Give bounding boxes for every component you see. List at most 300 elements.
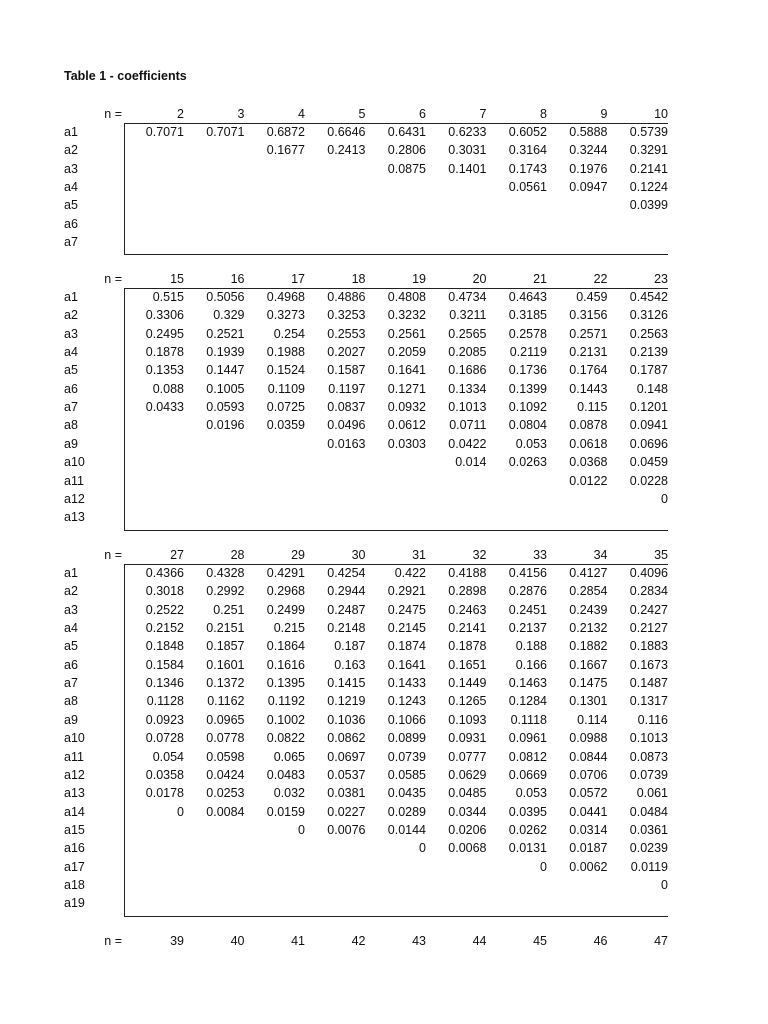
coefficient-cell: 0.1093 [448,712,487,727]
row-label-a5: a5 [64,639,78,654]
coefficient-cell: 0.2521 [206,326,245,341]
coefficient-cell: 0.1128 [146,694,184,709]
coefficient-cell: 0.0941 [629,418,668,433]
coefficient-cell: 0.187 [334,639,366,654]
coefficient-cell: 0.0228 [629,473,668,488]
coefficient-cell: 0.0359 [266,418,305,433]
coefficient-cell: 0.1219 [327,694,366,709]
coefficient-cell: 0.1857 [206,639,245,654]
n-label: n = [104,107,122,121]
coefficient-cell: 0.1346 [145,676,184,691]
row-label-a5: a5 [64,363,78,378]
coefficient-cell: 0.2834 [629,584,668,599]
n-header-29: 29 [291,548,305,562]
coefficient-cell: 0.2141 [629,161,668,176]
coefficient-cell: 0.2563 [629,326,668,341]
coefficient-cell: 0.0262 [508,822,547,837]
coefficient-cell: 0 [419,841,426,856]
n-header-33: 33 [533,548,547,562]
coefficient-cell: 0.2806 [387,143,426,158]
coefficient-cell: 0.0947 [569,180,608,195]
coefficient-cell: 0.1487 [629,676,668,691]
coefficient-cell: 0.0485 [448,786,487,801]
row-label-a13: a13 [64,786,85,801]
coefficient-cell: 0.2968 [266,584,305,599]
coefficient-cell: 0.3126 [629,308,668,323]
coefficient-cell: 0.0778 [206,731,245,746]
coefficient-cell: 0.0739 [629,767,668,782]
row-label-a6: a6 [64,657,78,672]
coefficient-cell: 0.054 [152,749,184,764]
coefficient-cell: 0.0932 [387,400,426,415]
coefficient-cell: 0.115 [577,400,608,415]
row-label-a4: a4 [64,345,78,360]
coefficient-cell: 0.061 [636,786,668,801]
coefficient-cell: 0.1265 [448,694,487,709]
coefficient-cell: 0.1395 [266,676,305,691]
row-label-a7: a7 [64,235,78,250]
n-header-47: 47 [654,934,668,948]
coefficient-cell: 0.1109 [267,381,305,396]
coefficient-cell: 0.0484 [629,804,668,819]
n-header-21: 21 [533,272,547,286]
coefficient-cell: 0.2141 [448,621,487,636]
n-header-20: 20 [472,272,487,286]
row-label-a9: a9 [64,436,78,451]
coefficient-cell: 0.2565 [448,326,487,341]
coefficient-cell: 0.0459 [629,455,668,470]
coefficient-cell: 0.148 [636,381,668,396]
coefficient-cell: 0.1743 [508,161,547,176]
n-header-32: 32 [472,548,487,562]
coefficient-cell: 0.2152 [145,621,184,636]
coefficient-cell: 0.1475 [569,676,608,691]
coefficient-cell: 0.0424 [206,767,245,782]
coefficient-cell: 0.2145 [387,621,426,636]
n-header-7: 7 [479,107,487,121]
coefficient-cell: 0.1641 [387,363,426,378]
coefficient-cell: 0.0206 [448,822,487,837]
coefficient-cell: 0.1197 [328,381,366,396]
row-label-a10: a10 [64,455,85,470]
coefficient-cell: 0.0873 [629,749,668,764]
coefficient-cell: 0.0068 [448,841,487,856]
coefficient-cell: 0.4156 [508,566,547,580]
n-header-4: 4 [298,107,305,121]
coefficient-cell: 0.3018 [145,584,184,599]
coefficient-cell: 0.0739 [387,749,426,764]
coefficient-cell: 0.3253 [327,308,366,323]
n-header-9: 9 [600,107,608,121]
coefficient-cell: 0.088 [152,381,184,396]
coefficient-cell: 0.0961 [508,731,547,746]
row-label-a7: a7 [64,400,78,415]
coefficient-cell: 0.2139 [629,345,668,360]
coefficient-cell: 0.0697 [327,749,366,764]
coefficient-cell: 0.3185 [508,308,547,323]
coefficient-cell: 0.0706 [569,767,608,782]
coefficient-cell: 0.0988 [569,731,608,746]
coefficient-cell: 0.422 [394,566,426,580]
coefficient-cell: 0.0253 [206,786,245,801]
coefficient-cell: 0.1372 [206,676,245,691]
n-header-18: 18 [351,272,366,286]
n-header-3: 3 [237,107,245,121]
coefficient-cell: 0.3164 [508,143,547,158]
coefficient-cell: 0.0572 [569,786,608,801]
coefficient-cell: 0.1192 [267,694,305,709]
coefficient-cell: 0.0178 [145,786,184,801]
row-label-a19: a19 [64,896,85,911]
coefficient-cell: 0.1787 [629,363,668,378]
row-label-a8: a8 [64,694,78,709]
coefficient-cell: 0.2085 [448,345,487,360]
coefficient-cell: 0.0669 [508,767,547,782]
row-label-a5: a5 [64,198,78,213]
coefficient-cell: 0.0496 [327,418,366,433]
coefficient-cell: 0.2854 [569,584,608,599]
coefficient-cell: 0.065 [273,749,305,764]
row-label-a16: a16 [64,841,85,856]
coefficient-cell: 0.0263 [508,455,547,470]
coefficient-cell: 0.2876 [508,584,547,599]
coefficient-cell: 0 [177,804,184,819]
n-header-34: 34 [593,548,608,562]
coefficient-cell: 0.0131 [508,841,547,856]
coefficient-cell: 0.0303 [387,436,426,451]
coefficient-cell: 0.1443 [569,381,608,396]
coefficient-cell: 0.0433 [145,400,184,415]
n-header-44: 44 [472,934,487,948]
coefficient-cell: 0 [298,822,305,837]
row-label-a8: a8 [64,418,78,433]
coefficient-cell: 0.1939 [206,345,245,360]
n-header-43: 43 [412,934,426,948]
coefficient-cell: 0.4808 [387,290,426,304]
coefficient-cell: 0.4127 [569,566,608,580]
coefficient-cell: 0.6646 [327,125,366,139]
n-header-45: 45 [533,934,547,948]
row-label-a17: a17 [64,859,85,874]
row-label-a1: a1 [64,566,78,580]
coefficient-cell: 0.0395 [508,804,547,819]
coefficient-cell: 0.0344 [448,804,487,819]
n-header-8: 8 [540,107,547,121]
coefficient-cell: 0 [661,877,668,892]
coefficient-cell: 0.0483 [266,767,305,782]
coefficient-cell: 0.0837 [327,400,366,415]
coefficient-cell: 0.0314 [569,822,608,837]
coefficient-cell: 0.163 [334,657,366,672]
coefficient-cell: 0.1036 [327,712,366,727]
n-header-42: 42 [351,934,366,948]
coefficient-cell: 0.0561 [508,180,547,195]
row-label-a7: a7 [64,676,78,691]
coefficient-cell: 0.3306 [145,308,184,323]
coefficient-cell: 0.2475 [387,602,426,617]
coefficient-cell: 0.0899 [387,731,426,746]
coefficient-cell: 0.0618 [569,436,608,451]
coefficient-cell: 0.2944 [327,584,366,599]
n-label: n = [104,934,122,948]
coefficient-cell: 0.0435 [387,786,426,801]
row-label-a1: a1 [64,290,78,304]
coefficient-cell: 0.4096 [629,566,668,580]
coefficient-cell: 0.1764 [569,363,608,378]
n-header-31: 31 [412,548,426,562]
coefficient-cell: 0.1334 [448,381,487,396]
coefficient-cell: 0.2148 [327,621,366,636]
coefficient-cell: 0.2027 [327,345,366,360]
coefficient-cell: 0.0144 [387,822,426,837]
coefficient-cell: 0.0629 [448,767,487,782]
coefficient-cell: 0.1449 [448,676,487,691]
coefficient-cell: 0.053 [515,786,547,801]
coefficient-cell: 0.1651 [448,657,487,672]
row-label-a6: a6 [64,216,78,231]
coefficient-cell: 0.2427 [629,602,668,617]
coefficient-cell: 0.4188 [448,566,487,580]
coefficient-cell: 0.0965 [206,712,245,727]
coefficient-cell: 0.2059 [387,345,426,360]
coefficient-cell: 0.2439 [569,602,608,617]
coefficient-cell: 0.3156 [569,308,608,323]
row-label-a4: a4 [64,180,78,195]
coefficient-cell: 0 [540,859,547,874]
coefficient-cell: 0 [661,491,668,506]
coefficient-cell: 0.5056 [206,290,245,304]
coefficient-cell: 0.1005 [206,381,245,396]
row-label-a3: a3 [64,326,78,341]
row-label-a9: a9 [64,712,78,727]
coefficient-cell: 0.0441 [569,804,608,819]
coefficient-cell: 0.1882 [569,639,608,654]
coefficient-cell: 0.2463 [448,602,487,617]
coefficient-cell: 0.0844 [569,749,608,764]
coefficient-cell: 0.0381 [327,786,366,801]
coefficient-cell: 0.0923 [145,712,184,727]
coefficient-cell: 0.215 [273,621,305,636]
coefficient-cell: 0.1864 [266,639,305,654]
coefficient-cell: 0.0585 [387,767,426,782]
n-header-27: 27 [170,548,184,562]
row-label-a2: a2 [64,143,78,158]
coefficient-cell: 0.3031 [448,143,487,158]
table-title: Table 1 - coefficients [64,69,187,83]
coefficient-cell: 0.0711 [449,418,487,433]
n-header-17: 17 [291,272,305,286]
coefficient-cell: 0.1587 [327,363,366,378]
coefficient-cell: 0.2119 [509,345,547,360]
row-label-a10: a10 [64,731,85,746]
row-label-a4: a4 [64,621,78,636]
row-label-a15: a15 [64,822,85,837]
coefficient-cell: 0.2578 [508,326,547,341]
coefficient-cell: 0.166 [515,657,547,672]
coefficient-cell: 0.6052 [508,125,547,139]
coefficient-cell: 0.0422 [448,436,487,451]
n-header-41: 41 [291,934,305,948]
coefficient-cell: 0.5888 [569,125,608,139]
coefficient-cell: 0.1641 [387,657,426,672]
coefficient-cell: 0.1353 [145,363,184,378]
coefficient-cell: 0.0878 [569,418,608,433]
coefficient-cell: 0.1447 [206,363,245,378]
coefficient-cell: 0.0728 [145,731,184,746]
coefficient-cell: 0.4968 [266,290,305,304]
coefficient-cell: 0.0696 [629,436,668,451]
coefficient-cell: 0.0804 [508,418,547,433]
coefficient-cell: 0.2553 [327,326,366,341]
row-label-a11: a11 [64,749,84,764]
n-label: n = [104,272,122,286]
coefficient-cell: 0.0084 [206,804,245,819]
coefficient-cell: 0.2127 [629,621,668,636]
coefficient-cell: 0.4328 [206,566,245,580]
coefficient-cell: 0.1013 [448,400,487,415]
n-header-46: 46 [593,934,608,948]
coefficient-cell: 0.1673 [629,657,668,672]
coefficient-cell: 0.014 [455,455,487,470]
coefficient-cell: 0.251 [213,602,245,617]
coefficient-cell: 0.0196 [206,418,245,433]
coefficient-cell: 0.2487 [327,602,366,617]
n-header-2: 2 [177,107,184,121]
coefficient-cell: 0.2992 [206,584,245,599]
coefficient-cell: 0.0777 [448,749,487,764]
n-header-6: 6 [419,107,426,121]
coefficient-cell: 0.188 [515,639,547,654]
coefficient-cell: 0.4254 [327,566,366,580]
coefficient-cell: 0.1686 [448,363,487,378]
coefficient-cell: 0.329 [213,308,245,323]
coefficient-cell: 0.0239 [629,841,668,856]
row-label-a13: a13 [64,510,85,525]
coefficient-cell: 0.0159 [266,804,305,819]
coefficient-cell: 0.2413 [327,143,366,158]
coefficient-cell: 0.0612 [387,418,426,433]
row-label-a18: a18 [64,877,85,892]
n-header-16: 16 [230,272,245,286]
coefficient-cell: 0.0862 [327,731,366,746]
coefficient-cell: 0.5739 [629,125,668,139]
coefficient-cell: 0.1092 [508,400,547,415]
n-label: n = [104,548,122,562]
coefficient-cell: 0.1433 [387,676,426,691]
coefficient-cell: 0.0812 [508,749,547,764]
coefficient-cell: 0.1878 [145,345,184,360]
coefficient-cell: 0.1118 [510,712,547,727]
coefficient-cell: 0.4643 [508,290,547,304]
coefficient-cell: 0.0931 [448,731,487,746]
coefficient-cell: 0.2137 [508,621,547,636]
n-header-40: 40 [230,934,245,948]
coefficient-cell: 0.1584 [145,657,184,672]
coefficient-cell: 0.0361 [629,822,668,837]
coefficient-cell: 0.1874 [387,639,426,654]
row-label-a6: a6 [64,381,78,396]
row-label-a14: a14 [64,804,85,819]
coefficient-cell: 0.1878 [448,639,487,654]
coefficient-cell: 0.0122 [569,473,608,488]
coefficient-cell: 0.0163 [327,436,366,451]
coefficient-cell: 0.1736 [508,363,547,378]
coefficient-cell: 0.2571 [569,326,608,341]
coefficient-cell: 0.4366 [145,566,184,580]
coefficient-cell: 0.1988 [266,345,305,360]
row-label-a3: a3 [64,602,78,617]
row-label-a11: a11 [64,473,84,488]
n-header-39: 39 [170,934,184,948]
coefficient-cell: 0.1271 [387,381,426,396]
coefficient-cell: 0.0537 [327,767,366,782]
coefficient-cell: 0.2921 [387,584,426,599]
coefficient-cell: 0.114 [577,712,608,727]
n-header-30: 30 [351,548,366,562]
coefficient-cell: 0.3244 [569,143,608,158]
row-label-a1: a1 [64,125,78,139]
coefficient-cell: 0.0368 [569,455,608,470]
coefficient-cell: 0.6872 [266,125,305,139]
coefficient-cell: 0.1677 [266,143,305,158]
coefficient-cell: 0.1243 [387,694,426,709]
coefficient-cell: 0.1401 [448,161,487,176]
coefficient-cell: 0.4291 [266,566,305,580]
coefficient-cell: 0.4886 [327,290,366,304]
n-header-10: 10 [654,107,668,121]
coefficient-cell: 0.1317 [629,694,668,709]
coefficient-cell: 0.1301 [569,694,608,709]
coefficient-cell: 0.0119 [630,859,668,874]
coefficient-cell: 0.1667 [569,657,608,672]
coefficient-cell: 0.032 [273,786,305,801]
coefficient-cell: 0.1976 [569,161,608,176]
coefficient-cell: 0.1883 [629,639,668,654]
coefficient-cell: 0.1066 [387,712,426,727]
n-header-5: 5 [358,107,366,121]
coefficient-cell: 0.0598 [206,749,245,764]
coefficient-cell: 0.1013 [629,731,668,746]
coefficient-cell: 0.515 [152,290,184,304]
coefficient-cell: 0.2898 [448,584,487,599]
coefficient-cell: 0.0076 [327,822,366,837]
coefficient-cell: 0.6233 [448,125,487,139]
row-label-a12: a12 [64,767,85,782]
coefficient-cell: 0.3232 [387,308,426,323]
coefficient-cell: 0.053 [515,436,547,451]
coefficient-cell: 0.1162 [207,694,245,709]
coefficient-cell: 0.0725 [266,400,305,415]
coefficient-cell: 0.116 [637,712,668,727]
coefficient-cell: 0.1463 [508,676,547,691]
coefficient-cell: 0.1224 [629,180,668,195]
coefficient-cell: 0.459 [576,290,608,304]
coefficient-cell: 0.0875 [387,161,426,176]
n-header-23: 23 [654,272,668,286]
coefficient-cell: 0.0062 [569,859,608,874]
coefficient-cell: 0.0399 [629,198,668,213]
coefficient-cell: 0.0358 [145,767,184,782]
coefficient-cell: 0.4542 [629,290,668,304]
coefficient-cell: 0.0593 [206,400,245,415]
coefficient-cell: 0.4734 [448,290,487,304]
coefficient-cell: 0.2561 [387,326,426,341]
coefficient-cell: 0.2132 [569,621,608,636]
row-label-a2: a2 [64,584,78,599]
n-header-28: 28 [230,548,245,562]
n-header-22: 22 [593,272,608,286]
coefficient-cell: 0.1616 [266,657,305,672]
